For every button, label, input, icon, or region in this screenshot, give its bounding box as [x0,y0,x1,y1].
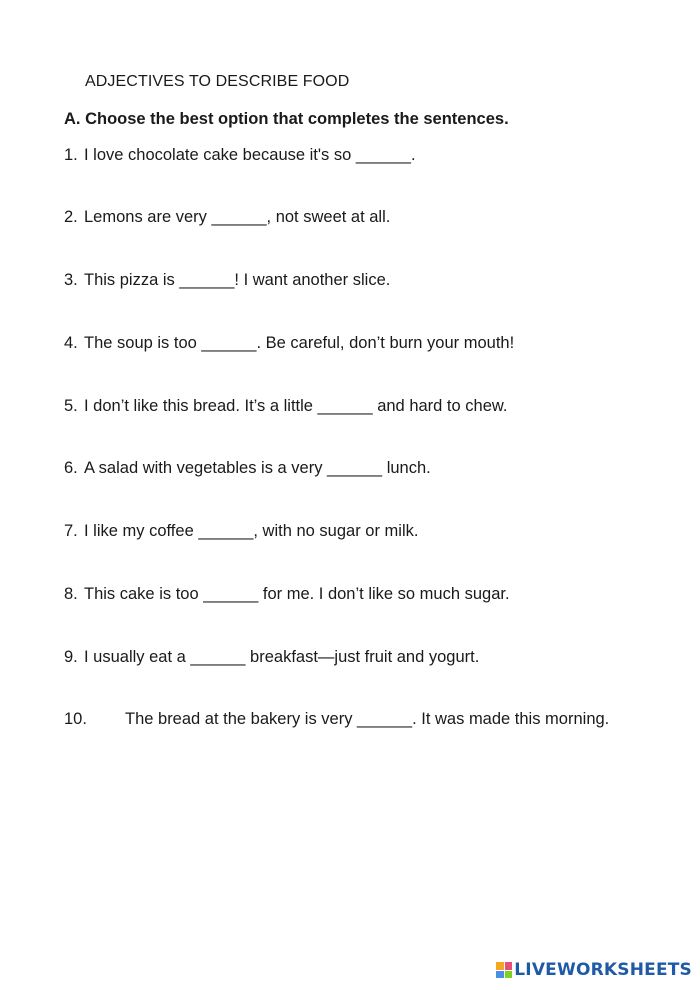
question-text: The soup is too ______. Be careful, don’t burn your mouth! [84,334,515,352]
question-item [64,146,416,165]
question-item [64,397,507,416]
question-number: 10. [64,710,87,728]
question-number: 9. [64,648,78,666]
question-number: 3. [64,271,78,289]
question-text: The bread at the bakery is very ______. It was made this morning. [125,710,610,728]
question-number: 4. [64,334,78,352]
question-text: I don’t like this bread. It’s a little ______ and hard to chew. [84,397,508,415]
question-number: 6. [64,459,78,477]
question-item [64,648,479,667]
question-number: 1. [64,146,78,164]
worksheet-title: ADJECTIVES TO DESCRIBE FOOD [85,73,350,90]
watermark-text: LIVEWORKSHEETS [514,960,692,980]
question-item [64,585,510,604]
question-number: 2. [64,208,78,226]
question-number: 5. [64,397,78,415]
question-number: 7. [64,522,78,540]
question-text: This cake is too ______ for me. I don’t like so much sugar. [84,585,510,603]
question-item [64,459,431,478]
question-text: I like my coffee ______, with no sugar or milk. [84,522,419,540]
question-text: I love chocolate cake because it's so ______. [84,146,416,164]
question-text: I usually eat a ______ breakfast—just fruit and yogurt. [84,648,480,666]
question-number: 8. [64,585,78,603]
liveworksheets-logo-icon [496,962,512,978]
question-item [64,334,514,353]
question-item [64,271,390,290]
question-item [64,522,418,541]
liveworksheets-watermark [496,960,692,980]
question-text: Lemons are very ______, not sweet at all. [84,208,391,226]
section-heading: A. Choose the best option that completes the sentences. [64,110,509,128]
question-text: This pizza is ______! I want another slice. [84,271,391,289]
question-item [64,710,609,729]
question-item [64,208,390,227]
question-text: A salad with vegetables is a very ______ lunch. [84,459,431,477]
